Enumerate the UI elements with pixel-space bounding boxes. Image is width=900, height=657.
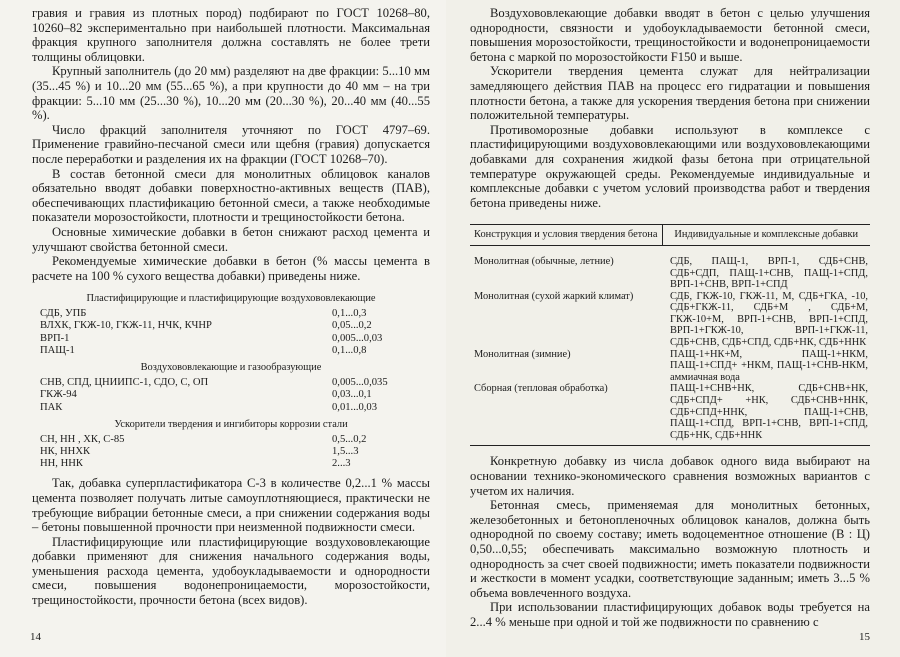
additive-dose: 0,1...0,8 xyxy=(332,344,367,356)
list-item xyxy=(40,458,402,470)
additive-name: НК, ННХК xyxy=(40,445,91,457)
additive-dose: 0,01...0,03 xyxy=(332,401,378,413)
additive-name: СНВ, СПД, ЦНИИПС-1, СДО, С, ОП xyxy=(40,377,209,389)
additive-dose: 0,03...0,1 xyxy=(332,389,372,401)
table-cell: Монолитная (обычные, летние) xyxy=(474,255,614,267)
paragraph: Противоморозные добавки используют в комплексе с пластифицирующими воздухововлекающими или воздухововлекающими добавками для сохранения жидкой фазы бетона при отрицательной температуре окружающей среды. Рекомендуемые индивидуальные и комплексные добавки с учетом условий производства работ и твердения бетона приведены ниже. xyxy=(470,122,870,210)
additive-name: ВРП-1 xyxy=(40,332,70,344)
table-row xyxy=(470,291,870,349)
left-page xyxy=(0,0,446,657)
additive-name: СН, НН , ХК, С-85 xyxy=(40,433,125,445)
paragraph: Число фракций заполнителя уточняют по ГОСТ 4797–69. Применение гравийно-песчаной смеси или щебня (гравия) допускается после переработки и разделения их на фракции (ГОСТ 10268–70). xyxy=(32,122,430,166)
paragraph: В состав бетонной смеси для монолитных облицовок каналов обязательно вводят добавки поверхностно-активных веществ (ПАВ), обеспечивающих пластификацию бетонной смеси, а также необходимые показатели морозостойкости, плотности и трещиностойкости бетона. xyxy=(32,166,430,225)
column-header: Индивидуальные и комплексные добавки xyxy=(662,225,870,246)
additive-dose: 1,5...3 xyxy=(332,445,359,457)
group-title: Пластифицирующие и пластифицирующие воздухововлекающие xyxy=(86,293,376,305)
additive-name: ВЛХК, ГКЖ-10, ГКЖ-11, НЧК, КЧНР xyxy=(40,320,212,332)
additive-dose: 0,1...0,3 xyxy=(332,308,367,320)
additive-dose: 0,05...0,2 xyxy=(332,320,372,332)
paragraph: Ускорители твердения цемента служат для нейтрализации замедляющего действия ПАВ на процесс его гидратации и повышения плотности бетона, а также для ускорения твердения бетона при снижении положительной температуры. xyxy=(470,64,870,123)
paragraph: Бетонная смесь, применяемая для монолитных бетонных, железобетонных и бетонопленочных облицовок каналов, должна быть однородной по своему составу; иметь водоцементное отношение (В : Ц) 0,50...0,55; обеспечивать максимально возможную плотность и однородность за счет своей подвижности; иметь показатели подвижности и жесткости в момент усадки, соответствующие заданным; иметь 3...5 % объема вовлеченного воздуха. xyxy=(470,498,870,600)
list-item xyxy=(40,333,402,345)
paragraph: Конкретную добавку из числа добавок одного вида выбирают на основании технико-экономического сравнения возможных вариантов с учетом их наличия. xyxy=(470,454,870,498)
additive-name: СДБ, УПБ xyxy=(40,308,87,320)
group-title: Воздухововлекающие и газообразующие xyxy=(140,362,322,374)
list-item xyxy=(40,402,402,414)
list-item xyxy=(40,446,402,458)
list-item xyxy=(40,434,402,446)
additive-dose: 0,5...0,2 xyxy=(332,433,367,445)
additives-table xyxy=(470,224,870,446)
table-row xyxy=(470,245,870,290)
additive-dose: 2...3 xyxy=(332,458,351,470)
column-header: Конструкция и условия твердения бетона xyxy=(470,225,662,246)
right-page xyxy=(446,0,900,657)
paragraph: гравия и гравия из плотных пород) подбирают по ГОСТ 10268–80, 10260–82 экспериментально при наибольшей плотности. Максимальная фракция крупного заполнителя должна составлять не более трети толщины облицовки. xyxy=(32,6,430,64)
table-cell: Сборная (тепловая обработка) xyxy=(470,383,662,445)
additive-name: НН, ННК xyxy=(40,458,83,470)
paragraph: При использовании пластифицирующих добавок воды требуется на 2...4 % меньше при одной и той же подвижности по сравнению с xyxy=(470,600,870,629)
table-cell: СДБ, ПАЩ-1, ВРП-1, СДБ+СНВ, СДБ+СДП, ПАЩ-1+СНВ, ПАЩ-1+СПД, ВРП-1+СНВ, ВРП-1+СПД xyxy=(670,255,868,291)
list-item xyxy=(40,345,402,357)
list-item xyxy=(40,389,402,401)
table-row xyxy=(470,349,870,384)
group-title: Ускорители твердения и ингибиторы коррозии стали xyxy=(114,418,348,430)
paragraph: Пластифицирующие или пластифицирующие воздухововлекающие добавки применяют для снижения начального содержания воды, уменьшения расхода цемента, удобоукладываемости и однородности смеси, повышения водонепроницаемости, морозостойкости, трещиностойкости, прочности бетона (всех видов). xyxy=(32,534,430,608)
table-row xyxy=(470,383,870,445)
table-cell: ПАЩ-1+СНВ+НК, СДБ+СНВ+НК, СДБ+СПД+ +НК, СДБ+СНВ+ННК, СДБ+СПД+ННК, ПАЩ-1+СНВ, ПАЩ-1+СПД, ВРП-1+СНВ, ВРП-1+СПД, СДБ+НК, СДБ+ННК xyxy=(662,383,870,445)
additive-name: ПАК xyxy=(40,401,63,413)
paragraph: Основные химические добавки в бетон снижают расход цемента и улучшают свойства бетонной смеси. xyxy=(32,224,430,254)
paragraph: Крупный заполнитель (до 20 мм) разделяют на две фракции: 5...10 мм (35...45 %) и 10...20 мм (55...65 %), а при крупности до 40 мм – на три фракции: 5...10 мм (25...30 %), 10...20 мм (20...30 %), 20...40 мм (40...55 %). xyxy=(32,64,430,123)
right-top-text xyxy=(470,6,870,210)
additive-name: ГКЖ-94 xyxy=(40,389,77,401)
table-cell: Монолитная (зимние) xyxy=(474,348,571,360)
additive-dose: 0,005...0,03 xyxy=(332,332,383,344)
additive-dose: 0,005...0,035 xyxy=(332,377,388,389)
paragraph: Так, добавка суперпластификатора С-3 в количестве 0,2...1 % массы цемента позволяет получать литые самоуплотняющиеся, практически не требующие вибрации бетонные смеси, а при снижении содержания воды – бетоны повышенной прочности при неизменной подвижности смеси. xyxy=(32,476,430,535)
paragraph: Рекомендуемые химические добавки в бетон (% массы цемента в расчете на 100 % сухого вещества добавки) приведены ниже. xyxy=(32,254,430,283)
paragraph: Воздухововлекающие добавки вводят в бетон с целью улучшения однородности, связности и удобоукладываемости бетонной смеси, повышения морозостойкости, трещиностойкости и водонепроницаемости бетона с маркой по морозостойкости F150 и выше. xyxy=(470,6,870,64)
table-cell: СДБ, ГКЖ-10, ГКЖ-11, М, СДБ+ГКА, -10, СДБ+ГКЖ-11, СДБ+М , СДБ+М, ГКЖ-10+М, ВРП-1+СНВ, ВРП-1+СПД, ВРП-1+ГКЖ-10, ВРП-1+ГКЖ-11, СДБ+СНВ, СДБ+СПД, СДБ+НК, СДБ+ННК xyxy=(670,290,868,349)
list-item xyxy=(40,308,402,320)
list-item xyxy=(40,377,402,389)
table-cell: ПАЩ-1+НК+М, ПАЩ-1+НКМ, ПАЩ-1+СПД+ +НКМ, ПАЩ-1+СНВ-НКМ, аммиачная вода xyxy=(670,348,868,383)
additive-name: ПАЩ-1 xyxy=(40,344,75,356)
list-item xyxy=(40,320,402,332)
left-bottom-text xyxy=(32,476,430,607)
page-number: 15 xyxy=(859,631,870,643)
right-bottom-text xyxy=(470,454,870,629)
table-cell: Монолитная (сухой жаркий климат) xyxy=(474,290,634,302)
left-top-text xyxy=(32,6,430,283)
page-number: 14 xyxy=(30,631,41,643)
additives-list xyxy=(32,293,430,470)
